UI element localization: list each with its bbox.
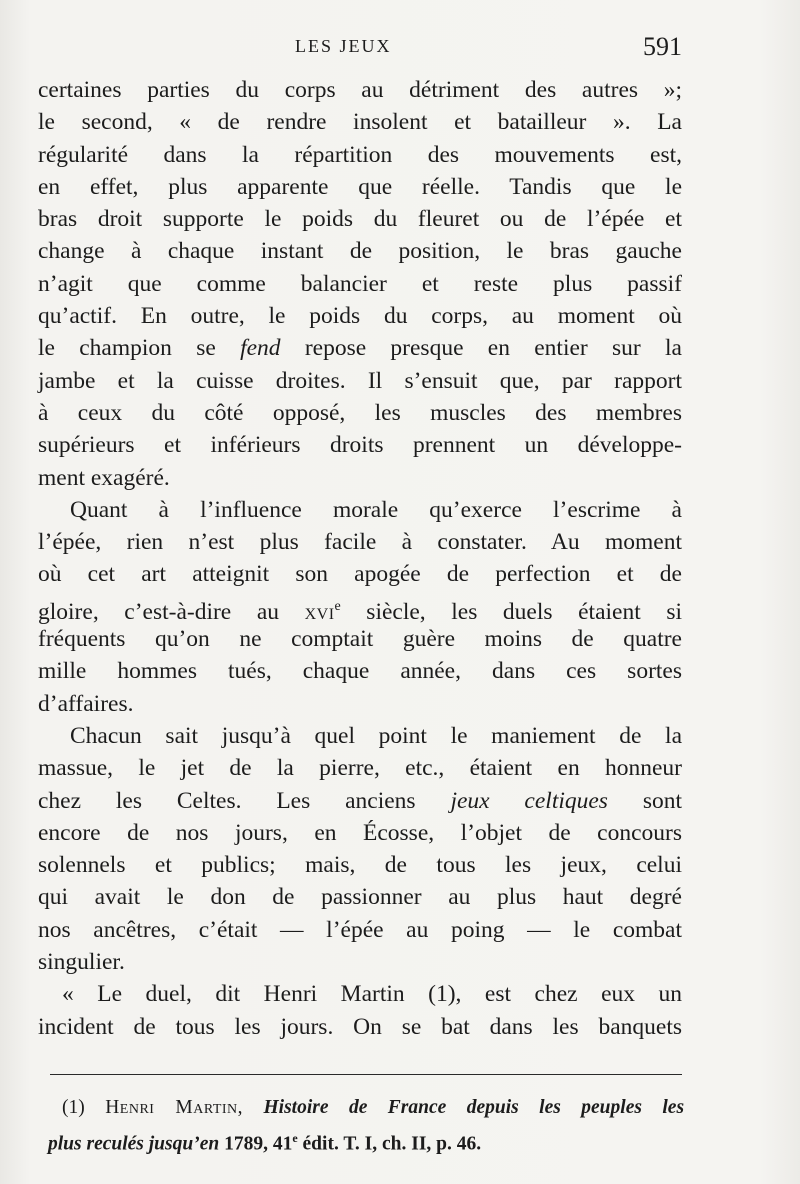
text-line: encore de nos jours, en Écosse, l’objet de concours <box>38 819 682 846</box>
text-line: nos ancêtres, c’était — l’épée au poing — le combat <box>38 916 682 943</box>
footnote-rule <box>50 1074 682 1075</box>
italic-phrase: jeux celtiques <box>450 787 608 814</box>
text-line: jambe et la cuisse droites. Il s’ensuit que, par rapport <box>38 367 682 394</box>
text-line: qui avait le don de passionner au plus haut degré <box>38 884 682 911</box>
text-segment: repose presque en entier sur la <box>280 335 682 362</box>
text-segment: le champion se <box>38 335 241 362</box>
text-line: massue, le jet de la pierre, etc., étaient en honneur <box>38 755 682 782</box>
text-segment: sont <box>607 787 682 814</box>
text-line: n’agit que comme balancier et reste plus passif <box>38 270 682 297</box>
text-line: qu’actif. En outre, le poids du corps, au moment où <box>38 303 682 330</box>
text-segment: siècle, les duels étaient si <box>340 598 682 625</box>
text-line: singulier. <box>38 949 125 976</box>
text-line: d’affaires. <box>38 690 134 717</box>
text-line: ment exagéré. <box>38 464 170 491</box>
running-title: LES JEUX <box>295 36 392 56</box>
text-line: change à chaque instant de position, le bras gauche <box>38 238 682 265</box>
text-line <box>38 591 682 623</box>
footnote-line <box>48 1093 684 1123</box>
text-line: à ceux du côté opposé, les muscles des membres <box>38 399 682 426</box>
text-line: régularité dans la répartition des mouvements est, <box>38 141 682 168</box>
century-numeral: xvi <box>304 598 335 625</box>
text-line <box>38 785 682 817</box>
footnote-marker: (1) <box>62 1097 85 1118</box>
footnote-title: Histoire de France depuis les peuples les <box>263 1097 685 1118</box>
superscript: e <box>334 598 341 614</box>
footnote-line <box>48 1123 684 1153</box>
text-line <box>38 332 682 364</box>
page-header <box>40 32 680 62</box>
text-line: incident de tous les jours. On se bat dans les banquets <box>38 1013 682 1040</box>
text-line: bras droit supporte le poids du fleuret ou de l’épée et <box>38 206 682 233</box>
text-line: Quant à l’influence morale qu’exerce l’escrime à <box>70 496 682 523</box>
text-line: solennels et publics; mais, de tous les jeux, celui <box>38 852 682 879</box>
footnote-reference: édit. T. I, ch. II, p. 46. <box>297 1133 482 1155</box>
footnote-title-cont: plus reculés jusqu’en <box>48 1133 220 1155</box>
text-line: certaines parties du corps au détriment des autres »; <box>38 77 682 103</box>
text-line: Chacun sait jusqu’à quel point le maniement de la <box>70 722 682 749</box>
superscript: e <box>292 1131 298 1145</box>
text-line: en effet, plus apparente que réelle. Tandis que le <box>38 173 682 200</box>
footnote-edition: 1789, 41 <box>219 1133 293 1155</box>
body-text <box>38 74 682 1043</box>
text-segment: gloire, c’est-à-dire au <box>38 598 305 625</box>
footnote-author: Henri Martin, <box>105 1097 244 1118</box>
text-line: supérieurs et inférieurs droits prennent un développe- <box>38 432 682 459</box>
text-line: où cet art atteignit son apogée de perfection et de <box>38 561 682 588</box>
page-number: 591 <box>643 32 682 61</box>
italic-word: fend <box>240 335 281 362</box>
text-line: mille hommes tués, chaque année, dans ces sortes <box>38 658 682 685</box>
text-line: « Le duel, dit Henri Martin (1), est chez eux un <box>62 981 682 1008</box>
text-line: le second, « de rendre insolent et batailleur ». La <box>38 109 682 136</box>
footnote <box>48 1093 684 1153</box>
text-line: l’épée, rien n’est plus facile à constater. Au moment <box>38 529 682 556</box>
text-line: fréquents qu’on ne comptait guère moins de quatre <box>38 626 682 653</box>
text-segment: chez les Celtes. Les anciens <box>38 787 451 814</box>
